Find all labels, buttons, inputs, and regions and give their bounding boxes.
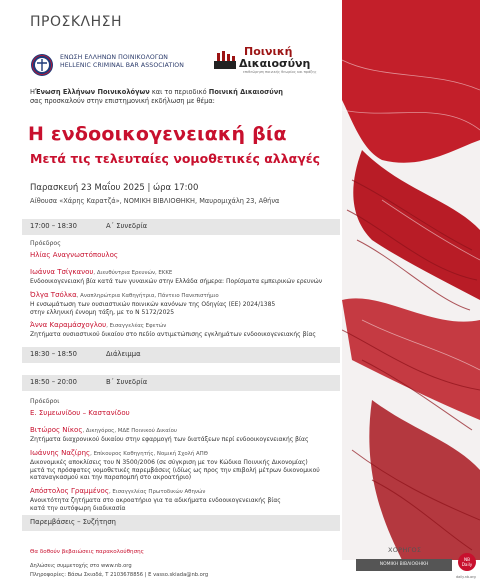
talk-title-line: Η ενσωμάτωση των ουσιαστικών ποινικών κανόνων της Οδηγίας (ΕΕ) 2024/1385 bbox=[30, 301, 276, 308]
talk-title bbox=[30, 301, 330, 316]
session-2-chair-label: Πρόεδροι bbox=[30, 398, 60, 405]
speaker-name bbox=[30, 449, 208, 457]
nb-daily-badge bbox=[458, 553, 476, 571]
break-time: 18:30 – 18:50 bbox=[30, 350, 77, 358]
nb-daily-url[interactable]: daily.nb.org bbox=[456, 575, 476, 579]
session-2-bar bbox=[22, 375, 340, 391]
certificates-note: Θα δοθούν βεβαιώσεις παρακολούθησης bbox=[30, 549, 144, 555]
sponsor-logo: ΝΟΜΙΚΗ ΒΙΒΛΙΟΘΗΚΗ bbox=[356, 559, 452, 571]
session-2-label: Β΄ Συνεδρία bbox=[106, 378, 148, 386]
speaker-affiliation: , Διευθύντρια Ερευνών, ΕΚΚΕ bbox=[93, 270, 173, 276]
speaker-name bbox=[30, 321, 166, 329]
talk-title-line: καταναγκασμού και την παραπομπή στο ακροατήριο) bbox=[30, 474, 192, 482]
journal-name-line1: Ποινική bbox=[244, 45, 293, 58]
session-1-chair: Ηλίας Αναγνωστόπουλος bbox=[30, 251, 118, 259]
page-title: ΠΡΟΣΚΛΗΣΗ bbox=[30, 14, 122, 30]
event-subtitle: Μετά τις τελευταίες νομοθετικές αλλαγές bbox=[30, 151, 321, 166]
talk-title-line: μετά τις πρόσφατες νομοθετικές παρεμβάσεις (ιδίως ως προς την επιβολή μέτρων δικονομικού bbox=[30, 466, 320, 474]
speaker-name-text: Ιωάννα Τσίγκανου bbox=[30, 268, 94, 276]
hcba-logo-text bbox=[60, 54, 184, 70]
event-title: Η ενδοοικογενειακή βία bbox=[28, 123, 287, 145]
speaker-name-text: Βιτώρος Νίκος bbox=[30, 426, 83, 434]
talk-title bbox=[30, 497, 330, 512]
contact-info[interactable]: Πληροφορίες: Βάσω Σκιαδά, Τ 2103678856 | Ε vasso.skiada@nb.org bbox=[30, 572, 209, 578]
talk-title-line: Δικονομικές αποκλίσεις του Ν 3500/2006 (σε σύγκριση με τον Κώδικα Ποινικής Δικονομίας) bbox=[30, 459, 308, 466]
intro-organization: Ένωση Ελλήνων Ποινικολόγων bbox=[34, 88, 150, 96]
event-date: Παρασκευή 23 Μαΐου 2025 | ώρα 17:00 bbox=[30, 183, 199, 193]
talk-title-line: Ανοικτότητα ζητήματα στο ακροατήριο για τα αδικήματα ενδοοικογενειακής βίας bbox=[30, 497, 281, 504]
hcba-logo-icon bbox=[30, 53, 54, 77]
journal-tagline: επιθεώρηση ποινικής θεωρίας και πράξης bbox=[243, 70, 317, 74]
speaker-name-text: Απόστολος Γραμμένος bbox=[30, 487, 109, 495]
speaker-affiliation: , Δικηγόρος, ΜΔΕ Ποινικού Δικαίου bbox=[82, 428, 178, 434]
talk-title: Ζητήματα ουσιαστικού δικαίου στο πεδίο αντιμετώπισης εγκλημάτων ενδοοικογενειακής βίας bbox=[30, 331, 316, 338]
speaker-name-text: Ιωάννης Ναζίρης bbox=[30, 449, 91, 457]
talk-title bbox=[30, 459, 330, 482]
speaker-affiliation: , Εισαγγελέας Εφετών bbox=[106, 323, 167, 329]
speaker-name-text: Όλγα Τσόλκα bbox=[30, 291, 77, 299]
speaker-affiliation: , Αναπληρώτρια Καθηγήτρια, Πάντειο Πανεπιστήμιο bbox=[76, 293, 219, 299]
sponsor-label: ΧΟΡΗΓΟΣ bbox=[388, 546, 422, 554]
session-1-label: Α΄ Συνεδρία bbox=[106, 222, 148, 230]
session-2-chair: Ε. Συμεωνίδου – Καστανίδου bbox=[30, 409, 130, 417]
journal-mark-icon bbox=[213, 49, 239, 71]
break-bar bbox=[22, 347, 340, 363]
session-1-chair-label: Πρόεδρος bbox=[30, 240, 61, 247]
intro-part1: Η bbox=[30, 88, 35, 96]
nb-badge-line1: NB bbox=[463, 557, 470, 562]
discussion-label: Παρεμβάσεις – Συζήτηση bbox=[30, 518, 116, 526]
talk-title-line: στην ελληνική έννομη τάξη, με το Ν 5172/2025 bbox=[30, 308, 175, 316]
speaker-name bbox=[30, 268, 172, 276]
session-1-bar bbox=[22, 219, 340, 235]
registration-note[interactable]: Δηλώσεις συμμετοχής στο www.nb.org bbox=[30, 563, 132, 569]
hcba-name-english: HELLENIC CRIMINAL BAR ASSOCIATION bbox=[60, 62, 184, 69]
speaker-name bbox=[30, 426, 177, 434]
red-brush-artwork bbox=[342, 0, 480, 560]
break-label: Διάλειμμα bbox=[106, 350, 141, 358]
intro-journal: Ποινική Δικαιοσύνη bbox=[208, 88, 283, 96]
speaker-name-text: Άννα Καραμάσχογλου bbox=[30, 321, 107, 329]
talk-title: Ενδοοικογενειακή βία κατά των γυναικών στην Ελλάδα σήμερα: Πορίσματα εμπειρικών ερευνών bbox=[30, 278, 323, 285]
journal-name-line2: Δικαιοσύνη bbox=[239, 57, 311, 70]
intro-part2: και το περιοδικό bbox=[149, 88, 209, 96]
session-1-time: 17:00 – 18:30 bbox=[30, 222, 77, 230]
journal-logo bbox=[213, 46, 329, 76]
intro-part3: σας προσκαλούν στην επιστημονική εκδήλωση με θέμα: bbox=[30, 97, 215, 105]
speaker-name bbox=[30, 487, 205, 495]
talk-title-line: κατά την αυτόφωρη διαδικασία bbox=[30, 504, 126, 512]
intro-text bbox=[30, 88, 330, 106]
nb-badge-line2: Daily bbox=[461, 562, 473, 567]
speaker-affiliation: , Επίκουρος Καθηγητής, Νομική Σχολή ΑΠΘ bbox=[90, 451, 208, 457]
hcba-name-greek: ΕΝΩΣΗ ΕΛΛΗΝΩΝ ΠΟΙΝΙΚΟΛΟΓΩΝ bbox=[60, 54, 169, 61]
speaker-name bbox=[30, 291, 219, 299]
event-venue: Αίθουσα «Χάρης Καρατζά», ΝΟΜΙΚΗ ΒΙΒΛΙΟΘΗΚΗ, Μαυρομιχάλη 23, Αθήνα bbox=[30, 197, 280, 205]
speaker-affiliation: , Εισαγγελέας Πρωτοδικών Αθηνών bbox=[108, 489, 206, 495]
session-2-time: 18:50 – 20:00 bbox=[30, 378, 77, 386]
talk-title: Ζητήματα διαχρονικού δικαίου στην εφαρμογή των διατάξεων περί ενδοοικογενειακής βίας bbox=[30, 436, 309, 443]
discussion-bar bbox=[22, 515, 340, 531]
